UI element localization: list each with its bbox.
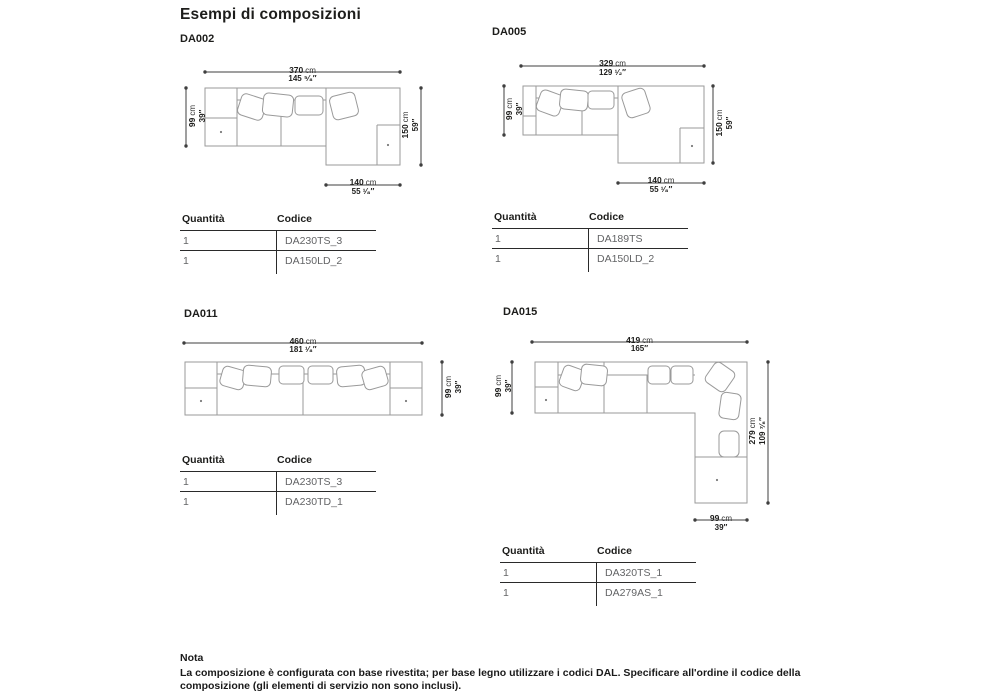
qty-cell: 1 — [183, 475, 189, 488]
dim-left: 99cm 39″ — [187, 104, 207, 128]
table-row — [492, 248, 688, 268]
quantity-header: Quantità — [182, 213, 225, 225]
composition-block-da002 — [175, 33, 440, 208]
code-cell: DA279AS_1 — [605, 586, 663, 599]
qty-cell: 1 — [503, 586, 509, 599]
dim-bottom-in: 55 ¹⁄₈″ — [649, 185, 673, 194]
dim-top-cm: 419 cm — [626, 335, 653, 345]
note-heading: Nota — [180, 652, 204, 664]
dim-right: 150cm 59″ — [714, 109, 734, 137]
dim-top-cm: 329 cm — [599, 58, 626, 68]
dim-left: 99cm 39″ — [493, 374, 513, 398]
table-row — [180, 472, 376, 491]
parts-table-da011 — [180, 452, 376, 511]
column-divider — [276, 472, 277, 515]
dim-right: 279cm 109 ⁷⁄₈″ — [747, 417, 767, 445]
dim-bottom-cm: 99 cm — [709, 513, 733, 523]
composition-id: DA015 — [503, 306, 538, 318]
quantity-header: Quantità — [182, 454, 225, 466]
column-divider — [276, 231, 277, 274]
composition-id: DA002 — [180, 33, 215, 45]
composition-block-da011 — [175, 308, 465, 428]
dim-top-in: 129 ¹⁄₂″ — [599, 68, 626, 77]
composition-id: DA005 — [492, 26, 527, 38]
quantity-header: Quantità — [502, 545, 545, 557]
note-body: La composizione è configurata con base rivestita; per base legno utilizzare i codici DAL. Specificare all'ordine il codice della composizione (gli elementi di servizio non sono inclusi). — [180, 666, 801, 692]
code-header: Codice — [277, 213, 313, 225]
dim-bottom-in: 55 ¹⁄₈″ — [351, 187, 375, 196]
code-header: Codice — [589, 211, 625, 223]
code-cell: DA150LD_2 — [597, 252, 655, 265]
dim-top-cm: 460 cm — [289, 336, 317, 346]
code-cell: DA230TD_1 — [285, 495, 343, 508]
dim-bottom-cm: 140 cm — [349, 177, 377, 187]
code-cell: DA230TS_3 — [285, 475, 343, 488]
code-cell: DA230TS_3 — [285, 234, 343, 247]
qty-cell: 1 — [183, 495, 189, 508]
code-cell: DA150LD_2 — [285, 254, 343, 267]
qty-cell: 1 — [183, 234, 189, 247]
dim-top-in: 165″ — [630, 344, 649, 353]
table-row — [180, 231, 376, 250]
qty-cell: 1 — [495, 252, 501, 265]
table-row — [180, 491, 376, 511]
parts-table-da005 — [492, 209, 688, 268]
composition-block-da015 — [495, 305, 805, 545]
qty-cell: 1 — [503, 566, 509, 579]
quantity-header: Quantità — [494, 211, 537, 223]
composition-block-da005 — [490, 20, 760, 215]
column-divider — [588, 229, 589, 272]
table-row — [500, 582, 696, 602]
sofa-cushions — [219, 365, 390, 391]
dim-right: 99cm 39″ — [443, 375, 463, 399]
parts-table-da015 — [500, 543, 696, 602]
code-header: Codice — [277, 454, 313, 466]
dim-right: 150cm 59″ — [400, 111, 420, 139]
dim-top-cm: 370 cm — [289, 65, 316, 75]
dim-bottom-in: 39″ — [714, 523, 728, 532]
dim-top-in: 145 ⁵⁄₈″ — [288, 74, 317, 83]
qty-cell: 1 — [183, 254, 189, 267]
composition-id: DA011 — [184, 308, 218, 320]
code-header: Codice — [597, 545, 633, 557]
qty-cell: 1 — [495, 232, 501, 245]
column-divider — [596, 563, 597, 606]
code-cell: DA189TS — [597, 232, 643, 245]
sofa-cushions — [558, 360, 742, 457]
dim-top-in: 181 ¹⁄₈″ — [289, 345, 317, 354]
dim-left: 99cm 39″ — [504, 97, 524, 121]
sofa-cushions — [236, 91, 359, 121]
table-row — [180, 250, 376, 270]
sofa-plan-da011 — [175, 308, 465, 428]
sofa-cushions — [535, 87, 651, 119]
parts-table-da002 — [180, 211, 376, 270]
table-row — [492, 229, 688, 248]
page-title: Esempi di composizioni — [180, 6, 361, 23]
code-cell: DA320TS_1 — [605, 566, 663, 579]
dimension-lines — [502, 64, 714, 184]
dim-bottom-cm: 140 cm — [647, 175, 675, 185]
table-row — [500, 563, 696, 582]
note-block — [180, 652, 852, 694]
